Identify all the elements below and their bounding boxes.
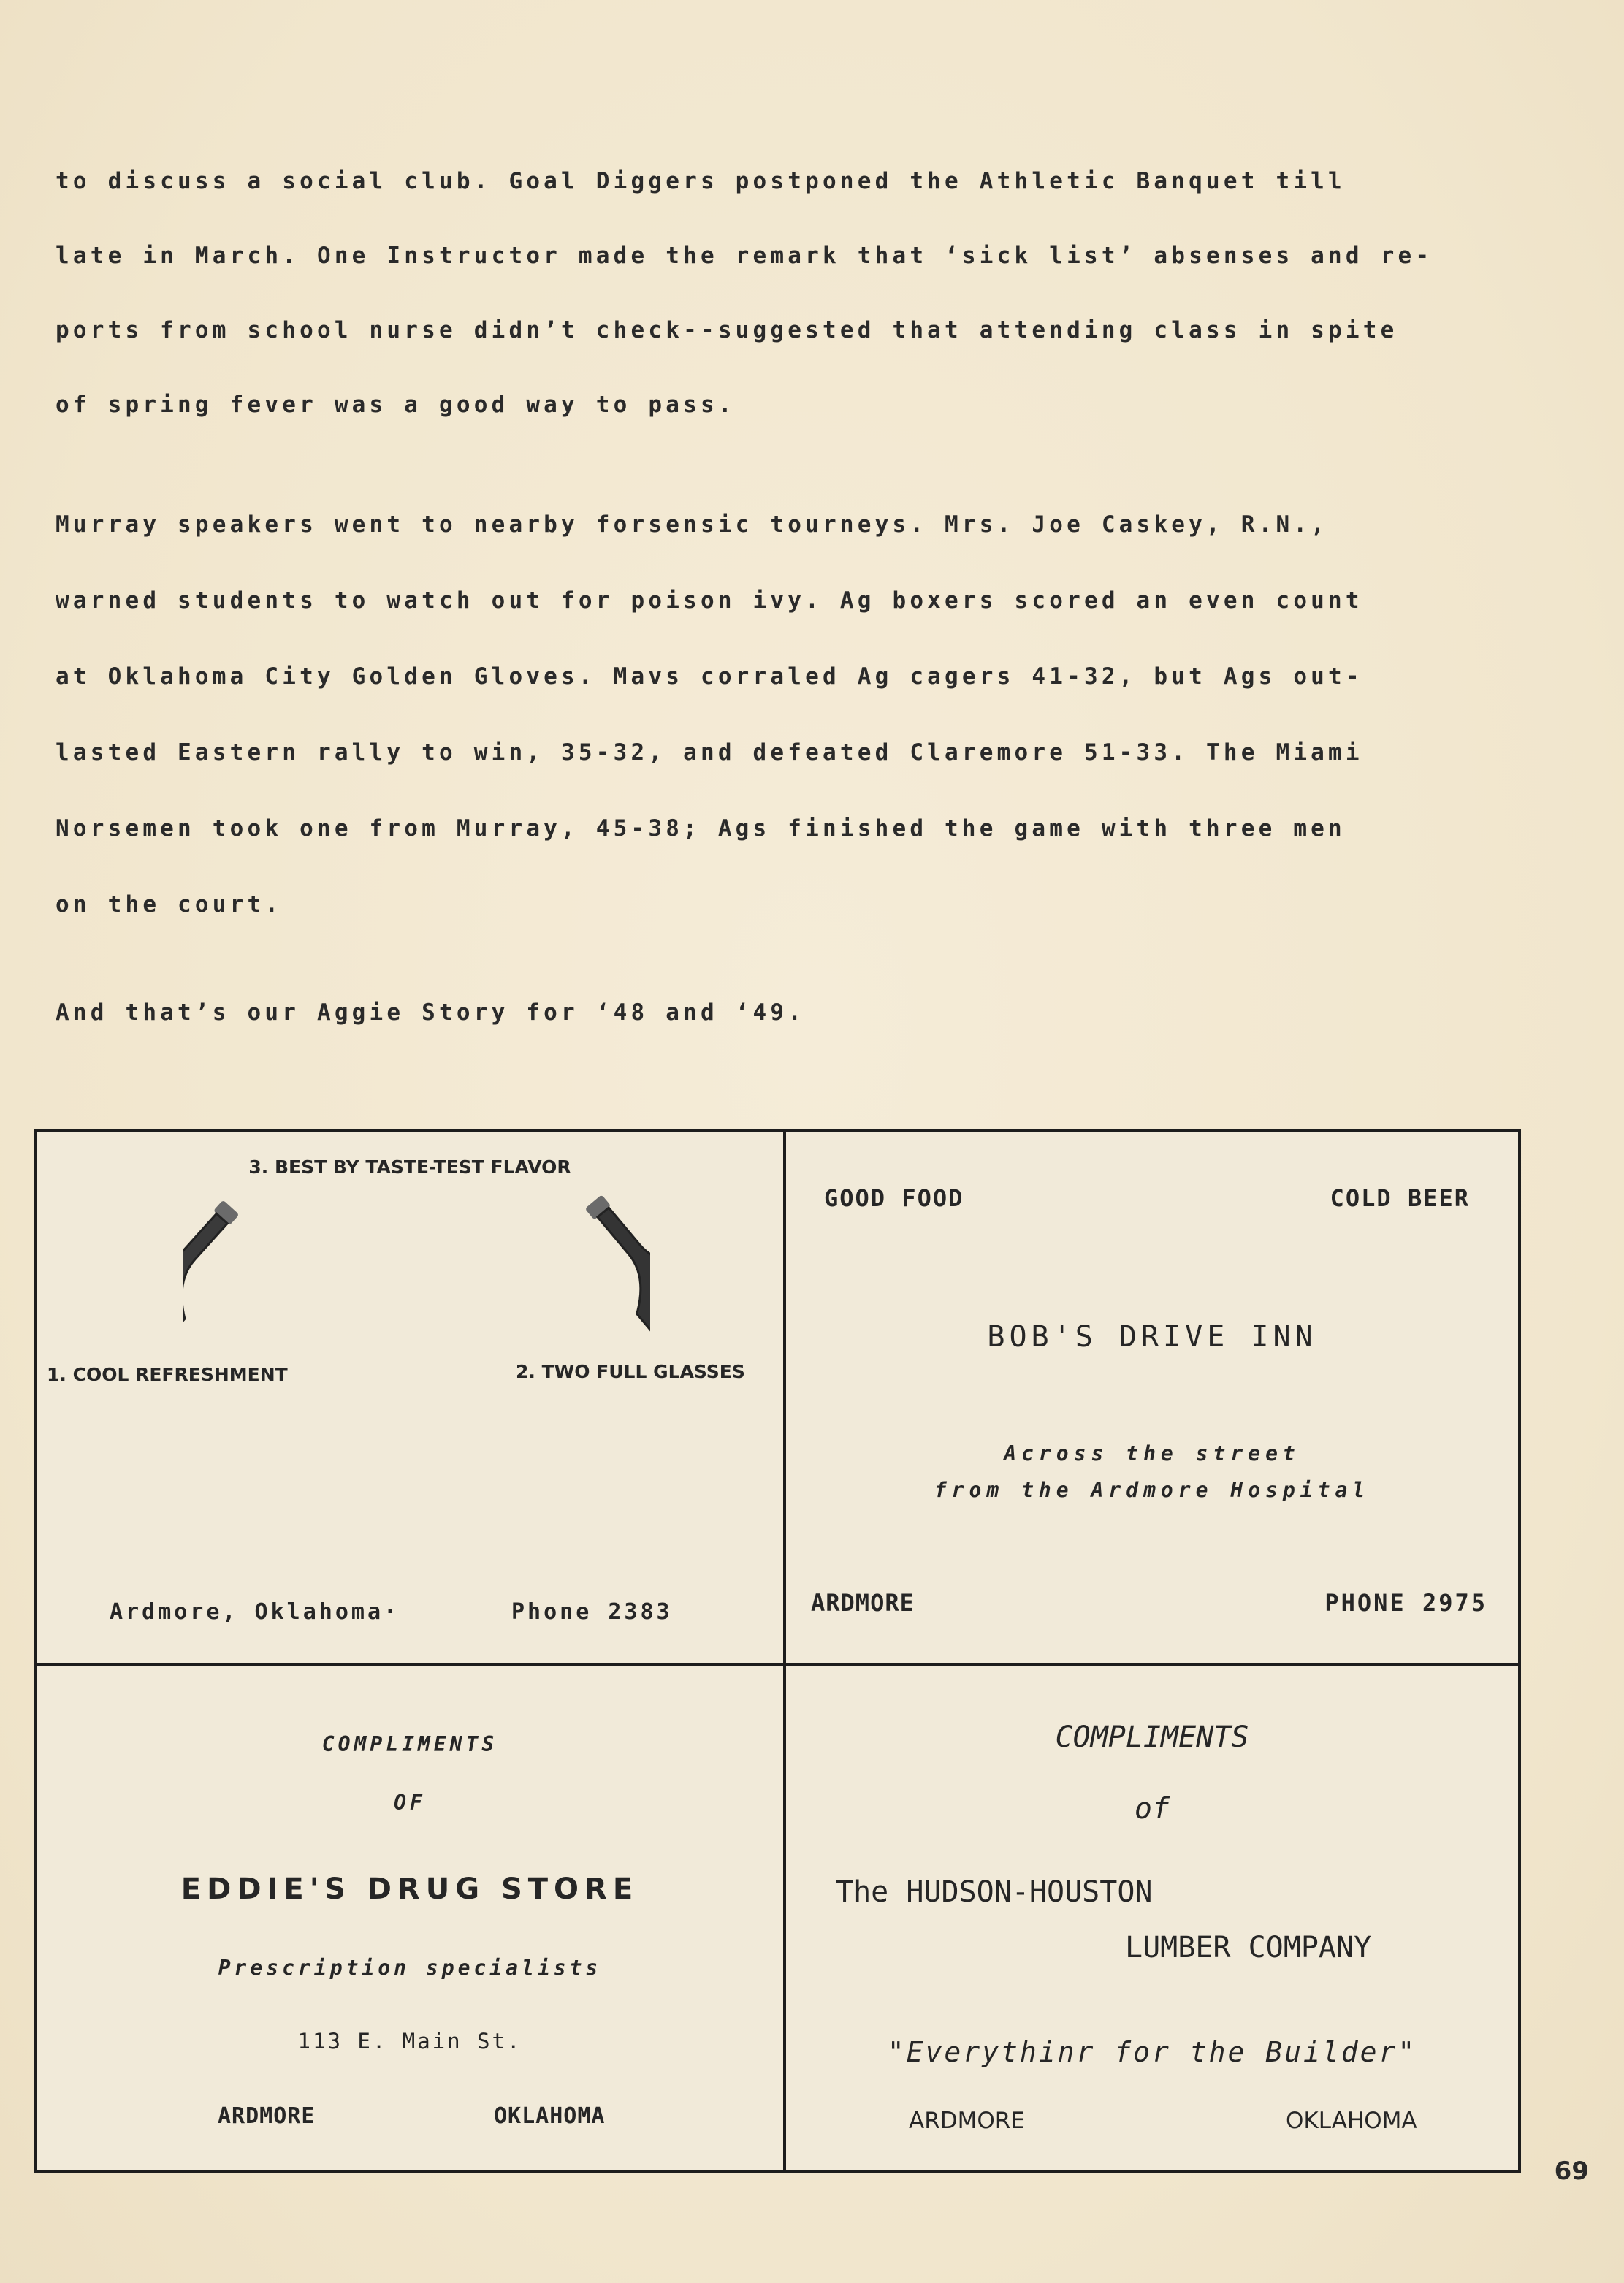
eddies-drug-store-ad <box>37 1666 783 2170</box>
rc-cola-bottles-illustration <box>183 1190 650 1570</box>
text-line: to discuss a social club. Goal Diggers postponed the Athletic Banquet till <box>56 168 1346 194</box>
text-line: Murray speakers went to nearby forsensic tourneys. Mrs. Joe Caskey, R.N., <box>56 511 1329 538</box>
text-line: on the court. <box>56 891 283 918</box>
rc-point-2: 2. TWO FULL GLASSES <box>516 1361 745 1382</box>
eddies-state: OKLAHOMA <box>494 2103 606 2129</box>
rc-point-3: 3. BEST BY TASTE-TEST FLAVOR <box>248 1156 571 1178</box>
bobs-good-food: GOOD FOOD <box>824 1184 964 1212</box>
hudson-name-line-2: LUMBER COMPANY <box>1125 1931 1372 1964</box>
page-number: 69 <box>1554 2157 1589 2186</box>
eddies-tagline: Prescription specialists <box>218 1956 602 1980</box>
rc-point-1: 1. COOL REFRESHMENT <box>47 1364 288 1385</box>
royal-crown-ad <box>37 1132 783 1663</box>
text-line: Norsemen took one from Murray, 45-38; Ags finished the game with three men <box>56 815 1346 842</box>
text-line: warned students to watch out for poison ivy. Ag boxers scored an even count <box>56 587 1363 614</box>
eddies-city: ARDMORE <box>218 2103 316 2129</box>
hudson-state: OKLAHOMA <box>1286 2108 1417 2134</box>
hudson-of: of <box>1134 1792 1170 1826</box>
bobs-cold-beer: COLD BEER <box>1330 1184 1470 1212</box>
bottle-right <box>563 1190 650 1522</box>
text-line: And that’s our Aggie Story for ‘48 and ‘49. <box>56 999 806 1026</box>
bobs-drive-inn-ad <box>786 1132 1518 1663</box>
eddies-address: 113 E. Main St. <box>297 2029 522 2054</box>
eddies-name: EDDIE'S DRUG STORE <box>180 1872 639 1906</box>
text-line: lasted Eastern rally to win, 35-32, and defeated Claremore 51-33. The Miami <box>56 739 1363 766</box>
hudson-tagline: "Everythinr for the Builder" <box>887 2036 1417 2068</box>
text-line: late in March. One Instructor made the remark that ‘sick list’ absenses and re- <box>56 243 1433 269</box>
bobs-city: ARDMORE <box>811 1589 915 1617</box>
hudson-compliments: COMPLIMENTS <box>1055 1720 1249 1754</box>
bobs-line-1: Across the street <box>1004 1441 1300 1466</box>
hudson-houston-lumber-ad <box>786 1666 1518 2170</box>
eddies-of: OF <box>394 1791 426 1815</box>
bottle-left <box>183 1190 261 1517</box>
eddies-compliments: COMPLIMENTS <box>321 1732 498 1756</box>
text-line: ports from school nurse didn’t check--suggested that attending class in spite <box>56 317 1398 343</box>
text-line: of spring fever was a good way to pass. <box>56 392 736 418</box>
text-line: at Oklahoma City Golden Gloves. Mavs corraled Ag cagers 41-32, but Ags out- <box>56 663 1363 690</box>
hudson-city: ARDMORE <box>909 2108 1025 2134</box>
rc-city: Ardmore, Oklahoma· <box>110 1599 400 1625</box>
ad-grid <box>34 1129 1521 2173</box>
bobs-line-2: from the Ardmore Hospital <box>934 1478 1371 1502</box>
rc-phone: Phone 2383 <box>511 1599 673 1625</box>
bobs-name: BOB'S DRIVE INN <box>987 1320 1317 1354</box>
bobs-phone: PHONE 2975 <box>1324 1589 1487 1617</box>
hudson-name-line-1: The HUDSON-HOUSTON <box>836 1875 1153 1909</box>
